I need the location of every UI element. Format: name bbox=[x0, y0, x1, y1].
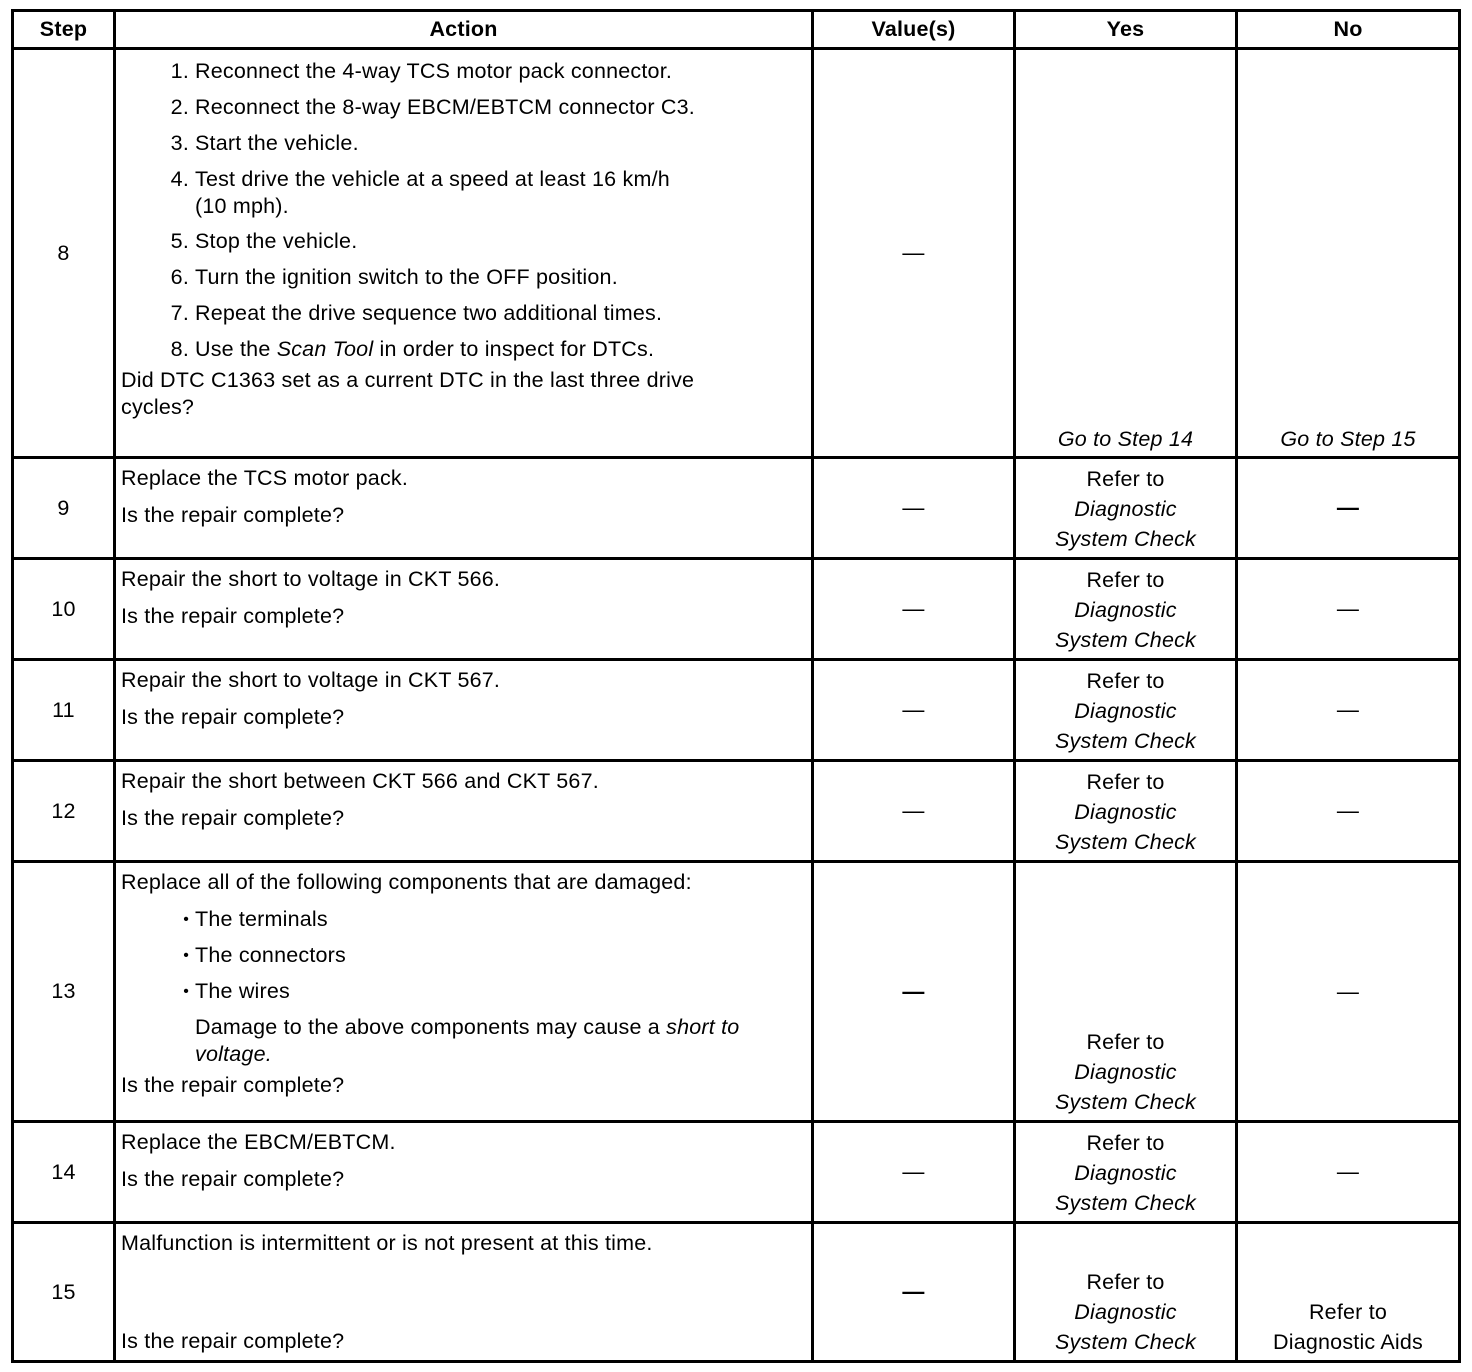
action-cell bbox=[115, 862, 813, 1122]
yes-cell: Refer to Diagnostic System Check bbox=[1015, 1223, 1237, 1362]
yes-cell: Refer to Diagnostic System Check bbox=[1015, 761, 1237, 862]
no-cell: — bbox=[1237, 458, 1460, 559]
table-row bbox=[13, 458, 1460, 559]
header-yes: Yes bbox=[1015, 11, 1237, 49]
go-to-step-link[interactable]: Go to Step 14 bbox=[1057, 427, 1194, 452]
header-no: No bbox=[1237, 11, 1460, 49]
action-text: Repair the short to voltage in CKT 567. bbox=[121, 668, 501, 692]
header-step: Step bbox=[13, 11, 115, 49]
question-text: Is the repair complete? bbox=[121, 502, 345, 527]
question-text: Is the repair complete? bbox=[121, 1166, 345, 1191]
header-row bbox=[13, 11, 1460, 49]
action-cell bbox=[115, 1223, 813, 1362]
table-row bbox=[13, 862, 1460, 1122]
list-item: 4. Test drive the vehicle at a speed at least 16 km/h (10 mph). bbox=[170, 166, 670, 218]
value-cell: — bbox=[813, 559, 1015, 660]
list-item: 7. Repeat the drive sequence two additional times. bbox=[170, 301, 663, 326]
question-text: Is the repair complete? bbox=[121, 1072, 345, 1097]
action-text: Repair the short to voltage in CKT 566. bbox=[121, 567, 501, 591]
diagnostic-link[interactable]: Diagnostic bbox=[1074, 1060, 1177, 1084]
yes-cell: Refer to Diagnostic System Check bbox=[1015, 458, 1237, 559]
list-item: 8. Use the Scan Tool in order to inspect for DTCs. bbox=[170, 337, 655, 361]
action-text: Replace the TCS motor pack. bbox=[121, 466, 409, 490]
step-number: 15 bbox=[13, 1223, 115, 1362]
step-number: 9 bbox=[13, 458, 115, 559]
yes-cell: Refer to Diagnostic System Check bbox=[1015, 660, 1237, 761]
system-check-link[interactable]: System Check bbox=[1055, 729, 1196, 753]
question-text: Did DTC C1363 set as a current DTC in the last three drive cycles? bbox=[121, 367, 695, 419]
step-number: 8 bbox=[13, 49, 115, 458]
question-text: Is the repair complete? bbox=[121, 704, 345, 729]
diagnostic-link[interactable]: Diagnostic bbox=[1074, 800, 1177, 824]
action-cell bbox=[115, 49, 813, 458]
no-cell: — bbox=[1237, 761, 1460, 862]
table-row bbox=[13, 660, 1460, 761]
system-check-link[interactable]: System Check bbox=[1055, 527, 1196, 551]
step-number: 13 bbox=[13, 862, 115, 1122]
system-check-link[interactable]: System Check bbox=[1055, 830, 1196, 854]
diagnostic-table bbox=[11, 9, 1461, 1363]
header-values: Value(s) bbox=[813, 11, 1015, 49]
yes-cell: Refer to Diagnostic System Check bbox=[1015, 862, 1237, 1122]
list-item: 1. Reconnect the 4-way TCS motor pack connector. bbox=[170, 59, 673, 83]
table-row bbox=[13, 1223, 1460, 1362]
value-cell: — bbox=[813, 458, 1015, 559]
table-row bbox=[13, 49, 1460, 458]
diagnostic-link[interactable]: Diagnostic bbox=[1074, 1161, 1177, 1185]
component-list bbox=[121, 906, 805, 1005]
no-cell: — bbox=[1237, 862, 1460, 1122]
diagnostic-link[interactable]: Diagnostic bbox=[1074, 497, 1177, 521]
system-check-link[interactable]: System Check bbox=[1055, 1090, 1196, 1114]
action-cell bbox=[115, 1122, 813, 1223]
table-row bbox=[13, 559, 1460, 660]
value-cell: — bbox=[813, 761, 1015, 862]
list-item: 3. Start the vehicle. bbox=[170, 130, 359, 155]
value-cell: — bbox=[813, 1122, 1015, 1223]
yes-cell bbox=[1015, 49, 1237, 458]
action-cell bbox=[115, 660, 813, 761]
list-item: 6. Turn the ignition switch to the OFF position. bbox=[170, 265, 618, 290]
step-number: 14 bbox=[13, 1122, 115, 1223]
list-item: 2. Reconnect the 8-way EBCM/EBTCM connector C3. bbox=[170, 94, 695, 119]
question-text: Is the repair complete? bbox=[121, 805, 345, 830]
diagnostic-aids-link[interactable]: Diagnostic Aids bbox=[1273, 1330, 1423, 1354]
system-check-link[interactable]: System Check bbox=[1055, 628, 1196, 652]
list-item: • The wires bbox=[183, 978, 290, 1003]
table-row bbox=[13, 761, 1460, 862]
diagnostic-link[interactable]: Diagnostic bbox=[1074, 1300, 1177, 1324]
action-steps-list bbox=[121, 58, 805, 363]
diagnostic-link[interactable]: Diagnostic bbox=[1074, 699, 1177, 723]
no-cell bbox=[1237, 49, 1460, 458]
damage-note: Damage to the above components may cause a short to voltage. bbox=[195, 1014, 740, 1066]
table-row bbox=[13, 1122, 1460, 1223]
step-number: 10 bbox=[13, 559, 115, 660]
go-to-step-link[interactable]: Go to Step 15 bbox=[1280, 427, 1416, 452]
step-number: 11 bbox=[13, 660, 115, 761]
question-text: Is the repair complete? bbox=[121, 603, 345, 628]
value-cell: — bbox=[813, 660, 1015, 761]
scan-tool-term: Scan Tool bbox=[276, 337, 374, 361]
step-number: 12 bbox=[13, 761, 115, 862]
no-cell: — bbox=[1237, 559, 1460, 660]
list-item: 5. Stop the vehicle. bbox=[170, 229, 358, 254]
value-cell: — bbox=[813, 1223, 1015, 1362]
value-cell: — bbox=[813, 862, 1015, 1122]
value-cell: — bbox=[813, 49, 1015, 458]
action-cell bbox=[115, 458, 813, 559]
list-item: • The terminals bbox=[183, 906, 328, 931]
diagnostic-link[interactable]: Diagnostic bbox=[1074, 598, 1177, 622]
system-check-link[interactable]: System Check bbox=[1055, 1191, 1196, 1215]
no-cell: — bbox=[1237, 1122, 1460, 1223]
list-item: • The connectors bbox=[183, 942, 346, 967]
yes-cell: Refer to Diagnostic System Check bbox=[1015, 559, 1237, 660]
action-text: Replace the EBCM/EBTCM. bbox=[121, 1130, 396, 1154]
question-text: Is the repair complete? bbox=[121, 1329, 345, 1354]
action-text: Repair the short between CKT 566 and CKT 567. bbox=[121, 769, 599, 793]
no-cell: Refer to Diagnostic Aids bbox=[1237, 1223, 1460, 1362]
action-cell bbox=[115, 761, 813, 862]
action-cell bbox=[115, 559, 813, 660]
no-cell: — bbox=[1237, 660, 1460, 761]
header-action: Action bbox=[115, 11, 813, 49]
yes-cell: Refer to Diagnostic System Check bbox=[1015, 1122, 1237, 1223]
action-text: Replace all of the following components that are damaged: bbox=[121, 870, 692, 894]
action-text: Malfunction is intermittent or is not present at this time. bbox=[121, 1231, 653, 1255]
system-check-link[interactable]: System Check bbox=[1055, 1330, 1196, 1354]
